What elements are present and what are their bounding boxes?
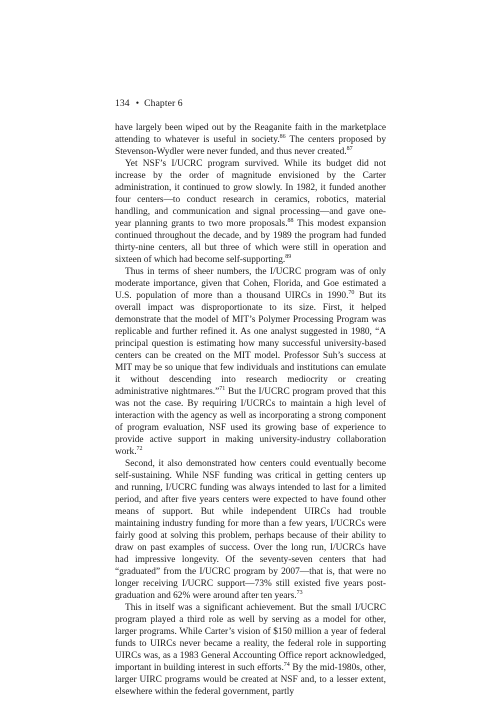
text-run: This in itself was a significant achievement. But the small I/UCRC program played a third role as well by serving as a model for other, larger programs. While Carter’s vision of $150 million a year of federal funds to UIRCs never became a reality, the federal role in supporting UIRCs was, as a 1983 General Accounting Office report acknowledged, important in building interest in such efforts. [115, 603, 386, 673]
footnote-marker: 70 [348, 289, 355, 296]
footnote-marker: 88 [287, 217, 294, 224]
text-run: But the I/UCRC program proved that this was not the case. By requiring I/UCRCs to maintain a high level of interaction with the agency as well as incorporating a strong component of program evaluation, NSF used its growing base of experience to provide active support in making university-industry collaboration work. [115, 387, 386, 457]
paragraph [115, 122, 386, 158]
footnote-marker: 72 [136, 445, 143, 452]
footnote-marker: 89 [285, 253, 292, 260]
footnote-marker: 74 [283, 661, 290, 668]
header-separator: • [135, 98, 140, 109]
text-run: Thus in terms of sheer numbers, the I/UCRC program was of only moderate importance, given that Cohen, Florida, and Goe estimated a U.S. population of more than a thousand UIRCs in 1990. [115, 267, 386, 301]
text-run: But its overall impact was disproportionate to its size. First, it helped demonstrate that the model of MIT’s Polymer Processing Program was replicable and further refined it. As one analyst suggested in 1980, “A principal question is estimating how many successful university-based centers can be created on the MIT model. Professor Suh’s success at MIT may be so unique that few individuals and institutions can emulate it without descending into research mediocrity or creating administrative nightmares.” [115, 291, 386, 397]
text-run: Second, it also demonstrated how centers could eventually become self-sustaining. While NSF funding was critical in getting centers up and running, I/UCRC funding was always intended to last for a limited period, and after five years centers were expected to have found other means of support. But while independent UIRCs had trouble maintaining industry funding for more than a few years, I/UCRCs were fairly good at solving this problem, perhaps because of their ability to draw on past examples of success. Over the long run, I/UCRCs have had impressive longevity. Of the seventy-seven centers that had “graduated” from the I/UCRC program by 2007—that is, that were no longer receiving I/UCRC support—73% still existed five years post-graduation and 62% were around after ten years. [115, 459, 386, 601]
text-run: The centers proposed by Stevenson-Wydler were never funded, and thus never created. [115, 135, 386, 157]
body-text [115, 122, 386, 698]
paragraph [115, 458, 386, 602]
footnote-marker: 87 [346, 145, 353, 152]
footnote-marker: 86 [279, 133, 286, 140]
text-run: have largely been wiped out by the Reaganite faith in the marketplace attending to whatever is useful in society. [115, 123, 386, 145]
chapter-title: Chapter 6 [144, 98, 183, 109]
paragraph [115, 602, 386, 698]
page-number: 134 [115, 98, 130, 109]
footnote-marker: 73 [296, 589, 303, 596]
footnote-marker: 71 [219, 385, 226, 392]
paragraph [115, 158, 386, 266]
text-run: By the mid-1980s, other, larger UIRC programs would be created at NSF and, to a lesser extent, elsewhere within the federal government, partly [115, 663, 386, 697]
text-run: Yet NSF’s I/UCRC program survived. While its budget did not increase by the order of magnitude envisioned by the Carter administration, it continued to grow slowly. In 1982, it funded another four centers—to conduct research in ceramics, robotics, material handling, and communication and signal processing—and gave one-year planning grants to two more proposals. [115, 159, 386, 229]
running-header [115, 98, 183, 109]
text-run: This modest expansion continued throughout the decade, and by 1989 the program had funded thirty-nine centers, all but three of which were still in operation and sixteen of which had become self-supporting. [115, 219, 386, 265]
paragraph [115, 266, 386, 458]
